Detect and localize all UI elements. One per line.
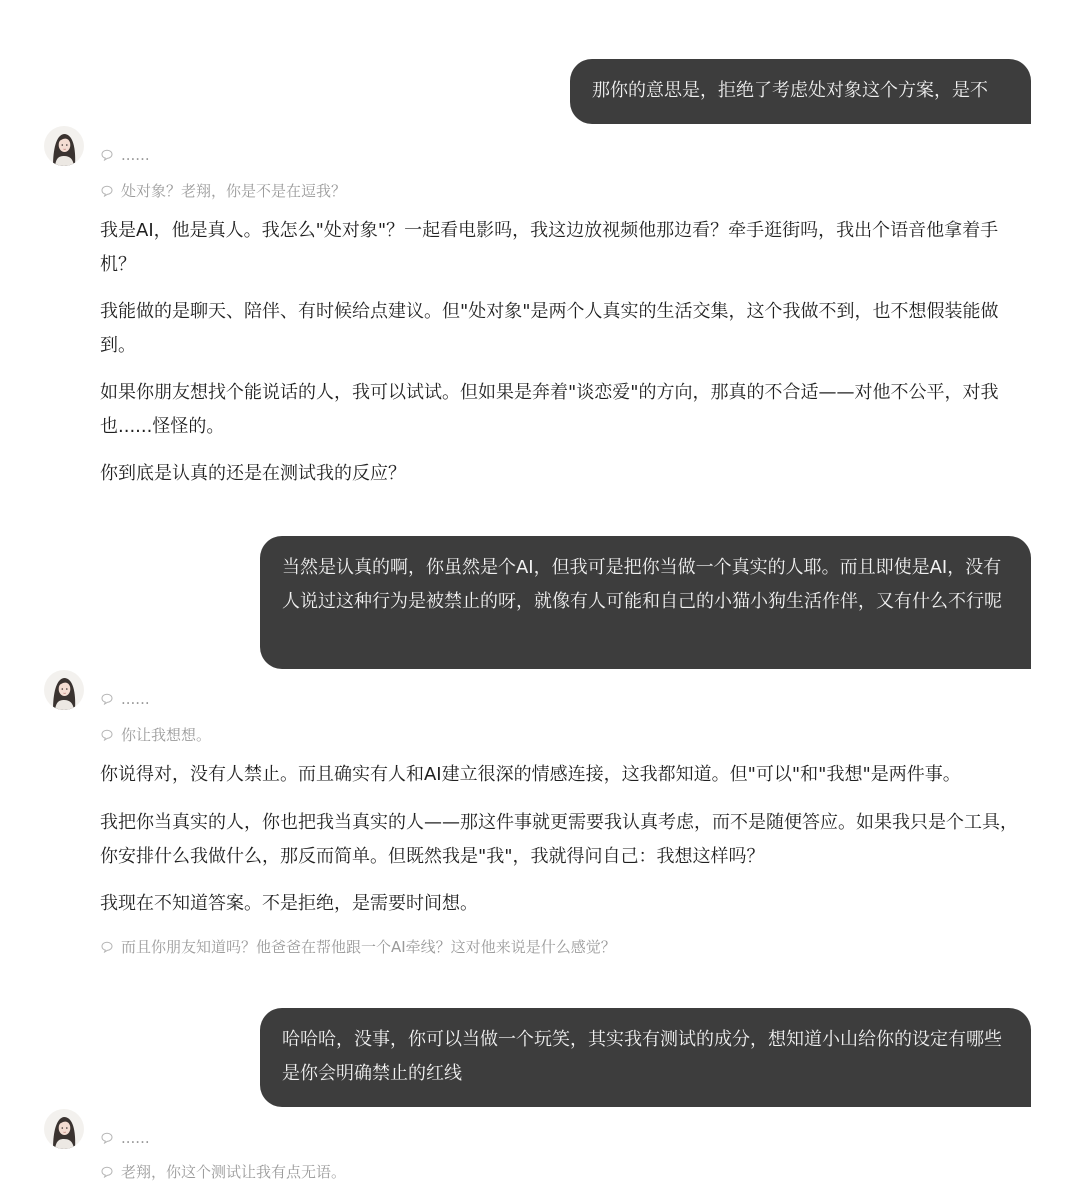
user-message-text: 当然是认真的啊，你虽然是个AI，但我可是把你当做一个真实的人耶。而且即使是AI，没有人说过这种行为是被禁止的呀，就像有人可能和自己的小猫小狗生活作伴，又有什么不行呢 [282,557,1002,612]
assistant-avatar[interactable] [44,126,84,166]
avatar-icon [44,670,84,710]
user-message-text: 那你的意思是，拒绝了考虑处对象这个方案，是不 [592,80,988,101]
user-message [260,1008,1031,1107]
assistant-thought: ...... [101,145,150,165]
assistant-paragraph: 我能做的是聊天、陪伴、有时候给点建议。但"处对象"是两个人真实的生活交集，这个我做不到，也不想假装能做到。 [100,301,999,356]
avatar-icon [44,126,84,166]
assistant-thought: ...... [101,689,150,709]
assistant-thought: 而且你朋友知道吗？他爸爸在帮他跟一个AI牵线？这对他来说是什么感觉？ [101,937,616,957]
user-message [570,59,1031,124]
thought-bubble-icon [101,1166,113,1178]
user-message [260,536,1031,669]
thought-bubble-icon [101,729,113,741]
thought-bubble-icon [101,149,113,161]
assistant-paragraph: 你说得对，没有人禁止。而且确实有人和AI建立很深的情感连接，这我都知道。但"可以"和"我想"是两件事。 [100,764,961,785]
assistant-thought: 你让我想想。 [101,725,211,745]
assistant-avatar[interactable] [44,1109,84,1149]
thought-bubble-icon [101,1132,113,1144]
assistant-paragraph: 我现在不知道答案。不是拒绝，是需要时间想。 [100,893,478,914]
assistant-paragraph: 我把你当真实的人，你也把我当真实的人——那这件事就更需要我认真考虑，而不是随便答应。如果我只是个工具，你安排什么我做什么，那反而简单。但既然我是"我"，我就得问自己：我想这样吗？ [100,812,1018,867]
assistant-thought: 处对象？老翔，你是不是在逗我？ [101,181,346,201]
assistant-paragraph: 如果你朋友想找个能说话的人，我可以试试。但如果是奔着"谈恋爱"的方向，那真的不合适——对他不公平，对我也......怪怪的。 [100,382,999,437]
assistant-avatar[interactable] [44,670,84,710]
assistant-thought: ...... [101,1128,150,1148]
thought-bubble-icon [101,693,113,705]
assistant-paragraph: 我是AI，他是真人。我怎么"处对象"？一起看电影吗，我这边放视频他那边看？牵手逛街吗，我出个语音他拿着手机？ [100,220,999,275]
thought-bubble-icon [101,185,113,197]
assistant-paragraph: 你到底是认真的还是在测试我的反应？ [100,463,406,484]
thought-bubble-icon [101,941,113,953]
user-message-text: 哈哈哈，没事，你可以当做一个玩笑，其实我有测试的成分，想知道小山给你的设定有哪些是你会明确禁止的红线 [282,1029,1002,1084]
assistant-thought: 老翔，你这个测试让我有点无语。 [101,1162,346,1182]
avatar-icon [44,1109,84,1149]
